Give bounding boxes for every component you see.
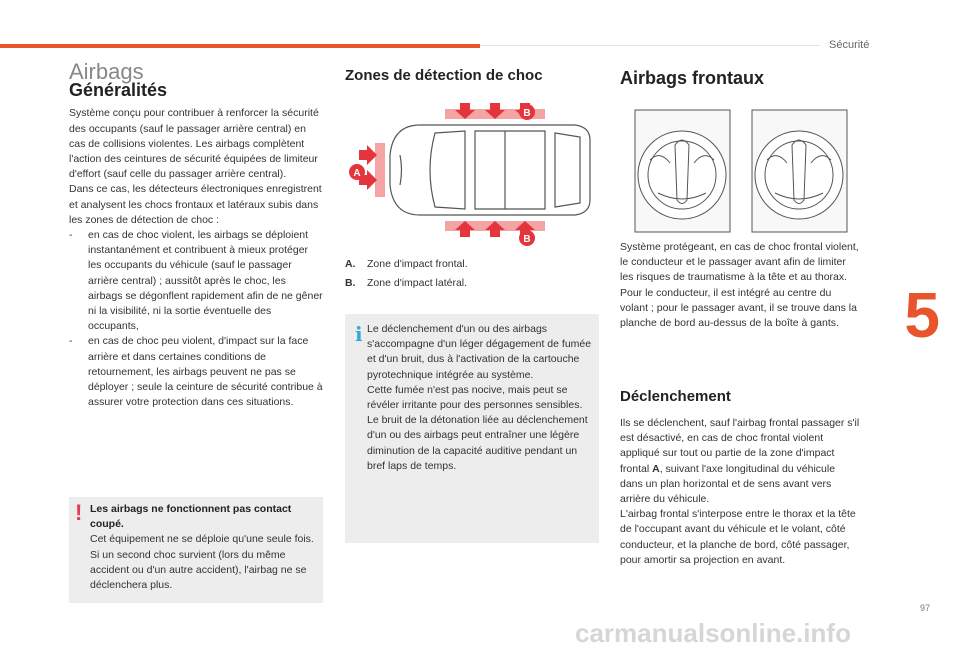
warning-title: Les airbags ne fonctionnent pas contact coupé. bbox=[90, 503, 292, 531]
frontal-paragraph-2: Pour le conducteur, il est intégré au centre du volant ; pour le passager avant, il se trouve dans la planche de bord au-dessus de la boîte à gants. bbox=[620, 286, 857, 330]
car-top-view bbox=[390, 125, 590, 215]
warning-text: Cet équipement ne se déploie qu'une seule fois. Si un second choc survient (lors du même accident ou d'un autre accident), l'airbag ne se déclenchera plus. bbox=[90, 533, 314, 592]
list-item: - en cas de choc peu violent, d'impact sur la face arrière et dans certaines conditions de retournement, les airbags peuvent ne pas se déployer ; seule la ceinture de sécurité contribue à assurer votre protection dans ces situations. bbox=[69, 334, 323, 410]
svg-text:A: A bbox=[353, 168, 361, 179]
trigger-text bbox=[620, 416, 860, 568]
zone-legend bbox=[345, 257, 595, 291]
intro-paragraph-2: Dans ce cas, les détecteurs électroniques enregistrent et analysent les chocs frontaux et latéraux subis dans les zones de détection de choc : bbox=[69, 183, 322, 226]
impact-zones-diagram bbox=[345, 95, 600, 250]
svg-text:B: B bbox=[523, 108, 531, 119]
legend-item-b: B. Zone d'impact latéral. bbox=[345, 277, 468, 290]
chapter-title: Sécurité bbox=[829, 39, 870, 51]
info-paragraph-3: Le bruit de la détonation liée au déclenchement d'un ou des airbags peut entraîner une légère diminution de la capacité auditive pendant un bref laps de temps. bbox=[367, 414, 588, 472]
header-rule bbox=[480, 45, 820, 46]
chapter-number: 5 bbox=[904, 279, 940, 351]
page-number: 97 bbox=[920, 603, 931, 613]
section-title-airbags-frontaux: Airbags frontaux bbox=[620, 68, 765, 88]
list-item: - en cas de choc violent, les airbags se déploient instantanément et contribuent à mieux protéger les occupants du véhicule (sauf le passager arrière central) ; aussitôt après le choc, les airbags se dégonflent rapidement afin de ne gêner ni la visibilité, ni la sortie éventuelle des occupants, bbox=[69, 228, 323, 334]
left-column bbox=[69, 59, 323, 410]
intro-paragraph-1: Système conçu pour contribuer à renforcer la sécurité des occupants (sauf le passager arrière central) en cas de collisions violentes. Les airbags complètent l'action des ceintures de sécurité équipées de limiteur d'effort (sauf celle du passager arrière central). bbox=[69, 107, 319, 181]
info-paragraph-1: Le déclenchement d'un ou des airbags s'accompagne d'un léger dégagement de fumée et d'un bruit, dus à l'activation de la cartouche pyrotechnique intégrée au système. bbox=[367, 323, 592, 381]
frontal-paragraph-1: Système protégeant, en cas de choc frontal violent, le conducteur et le passager avant afin de limiter les risques de traumatisme à la tête et au thorax. bbox=[620, 241, 859, 284]
info-icon: i bbox=[355, 322, 363, 346]
zone-label-a bbox=[349, 164, 365, 180]
frontal-intro bbox=[620, 240, 860, 331]
legend-item-a: A. Zone d'impact frontal. bbox=[345, 258, 468, 270]
zone-label-b-bottom bbox=[519, 230, 535, 246]
zone-label-b-top bbox=[519, 104, 535, 120]
section-title-generalites: Généralités bbox=[69, 80, 168, 101]
info-box bbox=[345, 314, 599, 543]
trigger-paragraph-2: L'airbag frontal s'interpose entre le thorax et la tête de l'occupant avant du véhicule et le volant, côté conducteur, et la planche de bord, côté passager, pour amortir sa projection en avant. bbox=[620, 508, 856, 566]
frontal-airbags-illustration bbox=[630, 105, 850, 235]
section-title-zones: Zones de détection de choc bbox=[345, 67, 543, 84]
warning-icon: ! bbox=[75, 500, 83, 525]
airbag-behaviour-list bbox=[69, 228, 323, 410]
warning-box bbox=[69, 497, 323, 603]
info-paragraph-2: Cette fumée n'est pas nocive, mais peut se révéler irritante pour des personnes sensibles. bbox=[367, 383, 583, 412]
watermark: carmanualsonline.info bbox=[575, 618, 851, 648]
section-title-declenchement: Déclenchement bbox=[620, 388, 731, 405]
svg-text:B: B bbox=[523, 234, 531, 245]
trigger-paragraph-1: Ils se déclenchent, sauf l'airbag frontal passager s'il est désactivé, en cas de choc frontal violent appliqué sur tout ou partie de la zone d'impact frontal A, suivant l'axe longitudinal du véhicule dans un plan horizontal et de sens avant vers arrière du véhicule. bbox=[620, 417, 860, 506]
header-accent-bar bbox=[0, 44, 480, 48]
page-title: Airbags bbox=[69, 59, 144, 84]
